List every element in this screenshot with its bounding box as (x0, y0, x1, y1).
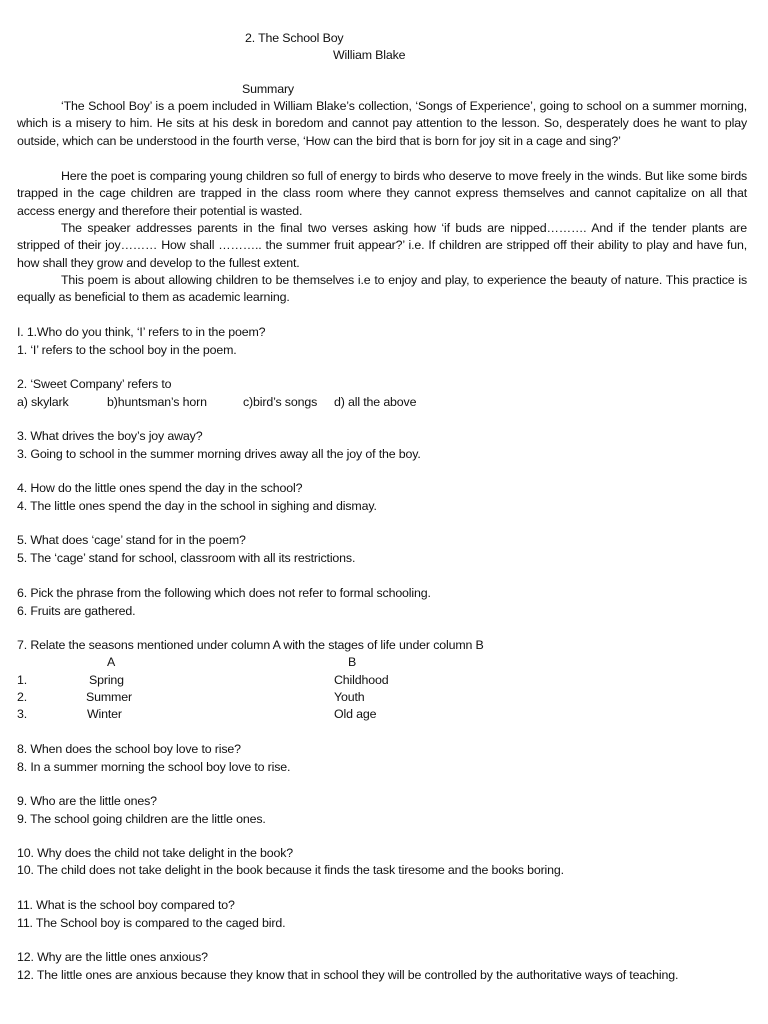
question-10: 10. Why does the child not take delight in the book? (17, 846, 293, 860)
page-title: 2. The School Boy (245, 31, 344, 45)
option-b: b)huntsman’s horn (107, 395, 207, 409)
summary-paragraph-3: The speaker addresses parents in the final two verses asking how ‘if buds are nipped………. And if the tender plants are stripped of their joy……… How shall ……….. the summer fruit appear?’ i.e. If children are stripped off their ability to play and have fun, how shall they grow and develop to the fullest extent. (17, 221, 747, 270)
table-cell-stage: Youth (334, 690, 365, 704)
answer-1: 1. ‘I’ refers to the school boy in the poem. (17, 343, 237, 357)
table-cell-season: Spring (89, 673, 124, 687)
option-c: c)bird’s songs (243, 395, 318, 409)
table-row-num: 2. (17, 690, 28, 704)
author-name: William Blake (333, 48, 406, 62)
table-row-num: 3. (17, 707, 28, 721)
question-12: 12. Why are the little ones anxious? (17, 950, 208, 964)
question-3: 3. What drives the boy’s joy away? (17, 429, 203, 443)
answer-4: 4. The little ones spend the day in the school in sighing and dismay. (17, 499, 377, 513)
answer-10: 10. The child does not take delight in the book because it finds the task tiresome and the books boring. (17, 863, 564, 877)
table-cell-stage: Old age (334, 707, 377, 721)
summary-paragraph-4: This poem is about allowing children to be themselves i.e to enjoy and play, to experience the beauty of nature. This practice is equally as beneficial to them as academic learning. (17, 273, 747, 305)
question-4: 4. How do the little ones spend the day in the school? (17, 481, 303, 495)
summary-paragraph-1: ‘The School Boy’ is a poem included in William Blake’s collection, ‘Songs of Experience’, going to school on a summer morning, which is a misery to him. He sits at his desk in boredom and cannot pay attention to the lesson. So, desperately does he want to play outside, which can be understood in the fourth verse, ‘How can the bird that is born for joy sit in a cage and sing?’ (17, 99, 747, 148)
summary-paragraph-2: Here the poet is comparing young children so full of energy to birds who deserve to move freely in the winds. But like some birds trapped in the cage children are trapped in the class room where they cannot express themselves and cannot capitalize on all that access energy and therefore their potential is wasted. (17, 169, 747, 218)
table-cell-stage: Childhood (334, 673, 389, 687)
answer-8: 8. In a summer morning the school boy love to rise. (17, 760, 291, 774)
question-5: 5. What does ‘cage’ stand for in the poem? (17, 533, 246, 547)
question-8: 8. When does the school boy love to rise? (17, 742, 241, 756)
summary-heading: Summary (242, 82, 294, 96)
table-row-num: 1. (17, 673, 28, 687)
option-a: a) skylark (17, 395, 69, 409)
answer-6: 6. Fruits are gathered. (17, 604, 136, 618)
answer-11: 11. The School boy is compared to the caged bird. (17, 916, 286, 930)
question-9: 9. Who are the little ones? (17, 794, 157, 808)
question-1: I. 1.Who do you think, ‘I’ refers to in the poem? (17, 325, 266, 339)
column-a-header: A (107, 655, 116, 669)
table-cell-season: Summer (86, 690, 132, 704)
column-b-header: B (348, 655, 357, 669)
answer-5: 5. The ‘cage’ stand for school, classroom with all its restrictions. (17, 551, 356, 565)
answer-9: 9. The school going children are the little ones. (17, 812, 266, 826)
question-6: 6. Pick the phrase from the following which does not refer to formal schooling. (17, 586, 431, 600)
table-cell-season: Winter (87, 707, 122, 721)
question-2: 2. ‘Sweet Company’ refers to (17, 377, 172, 391)
question-11: 11. What is the school boy compared to? (17, 898, 235, 912)
answer-3: 3. Going to school in the summer morning drives away all the joy of the boy. (17, 447, 421, 461)
answer-12: 12. The little ones are anxious because they know that in school they will be controlled by the authoritative ways of teaching. (17, 968, 679, 982)
question-7: 7. Relate the seasons mentioned under column A with the stages of life under column B (17, 638, 484, 652)
option-d: d) all the above (334, 395, 417, 409)
